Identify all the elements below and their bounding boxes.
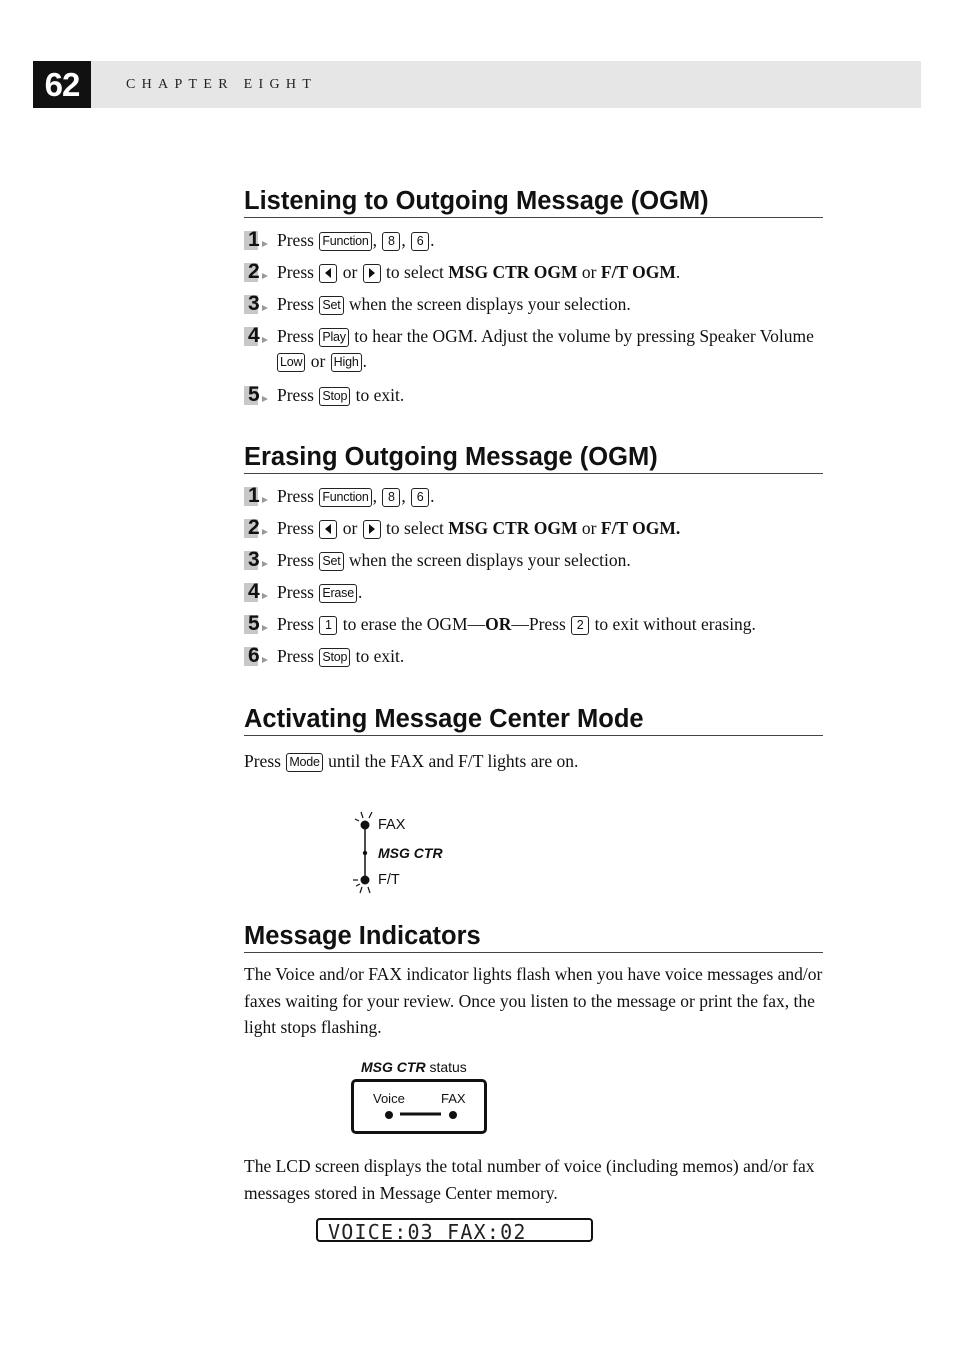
- mode-light-graphic: [348, 808, 378, 896]
- right-arrow-icon: [369, 524, 375, 534]
- ft-light-label: F/T: [378, 872, 400, 888]
- step-number: 3: [244, 550, 270, 572]
- activating-instruction: Press Mode until the FAX and F/T lights are on.: [244, 751, 579, 771]
- step-number: 2: [244, 262, 270, 284]
- indicators-paragraph: The Voice and/or FAX indicator lights flash when you have voice messages and/or faxes waiting for your review. Once you listen to the message or print the fax, the light stops flashing.: [244, 964, 823, 1037]
- play-key: Play: [319, 328, 349, 347]
- step-number: 4: [244, 326, 270, 348]
- right-arrow-icon: [369, 268, 375, 278]
- step-number: 6: [244, 646, 270, 668]
- fax-light-label: FAX: [378, 817, 406, 833]
- step-number: 1: [244, 486, 270, 508]
- step-number: 1: [244, 230, 270, 252]
- key-8: 8: [382, 232, 400, 251]
- mode-key: Mode: [286, 753, 322, 772]
- set-key: Set: [319, 296, 343, 315]
- key-6: 6: [411, 232, 429, 251]
- step-number: 5: [244, 385, 270, 407]
- function-key: Function: [319, 488, 371, 507]
- section-title-listening: Listening to Outgoing Message (OGM): [244, 186, 823, 218]
- voice-indicator-label: Voice: [373, 1091, 405, 1106]
- indicator-lights-graphic: [380, 1106, 460, 1120]
- right-arrow-key: [363, 264, 381, 283]
- set-key: Set: [319, 552, 343, 571]
- high-key: High: [331, 353, 362, 372]
- page-number: 62: [33, 61, 91, 108]
- lcd-display: VOICE:03 FAX:02: [316, 1218, 593, 1242]
- lcd-paragraph: The LCD screen displays the total number of voice (including memos) and/or fax messages stored in Message Center memory.: [244, 1156, 815, 1203]
- left-arrow-icon: [325, 524, 331, 534]
- section-title-activating: Activating Message Center Mode: [244, 704, 823, 736]
- step-number: 2: [244, 518, 270, 540]
- low-key: Low: [277, 353, 305, 372]
- right-arrow-key: [363, 520, 381, 539]
- stop-key: Stop: [319, 648, 350, 667]
- key-2: 2: [571, 616, 589, 635]
- section-title-erasing: Erasing Outgoing Message (OGM): [244, 442, 823, 474]
- key-6: 6: [411, 488, 429, 507]
- key-8: 8: [382, 488, 400, 507]
- key-1: 1: [319, 616, 337, 635]
- step-number: 3: [244, 294, 270, 316]
- stop-key: Stop: [319, 387, 350, 406]
- erase-key: Erase: [319, 584, 357, 603]
- left-arrow-key: [319, 520, 337, 539]
- section-title-indicators: Message Indicators: [244, 921, 823, 953]
- step-number: 5: [244, 614, 270, 636]
- function-key: Function: [319, 232, 371, 251]
- left-arrow-icon: [325, 268, 331, 278]
- fax-indicator-label: FAX: [441, 1091, 466, 1106]
- msg-ctr-label: MSG CTR: [378, 845, 443, 861]
- step-number: 4: [244, 582, 270, 604]
- status-label: MSG CTR status: [361, 1059, 467, 1075]
- chapter-title: CHAPTER EIGHT: [126, 77, 318, 92]
- left-arrow-key: [319, 264, 337, 283]
